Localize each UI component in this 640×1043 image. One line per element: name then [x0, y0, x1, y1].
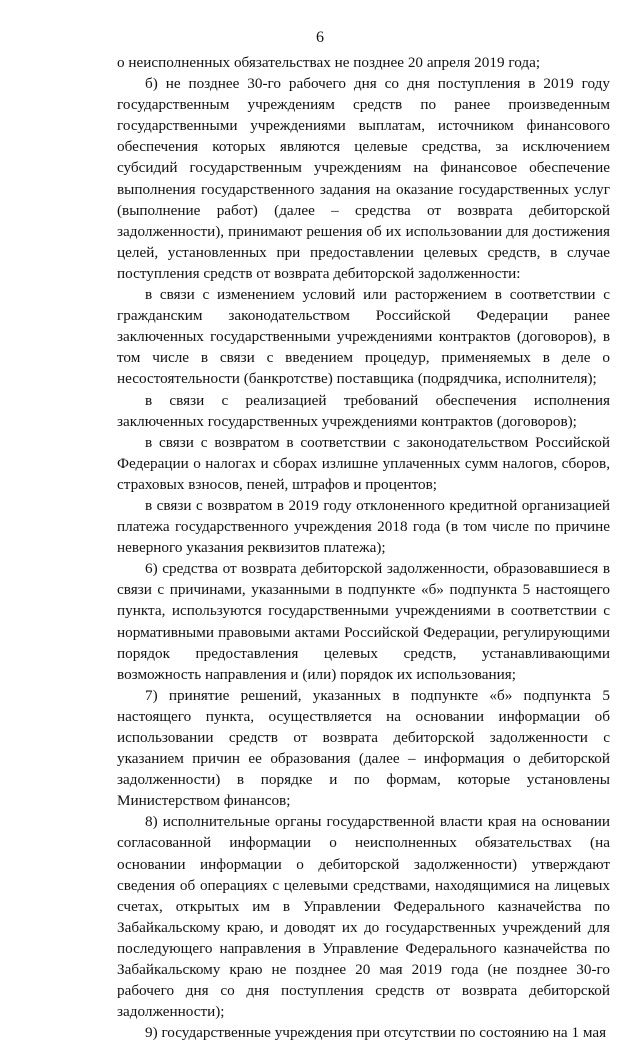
- paragraph-reason-rejected-payment: в связи с возвратом в 2019 году отклоненного кредитной организацией платежа государственного учреждения 2018 года (в том числе по причине неверного указания реквизитов платежа);: [117, 496, 610, 557]
- paragraph-item-8: 8) исполнительные органы государственной власти края на основании согласованной информации о неисполненных обязательствах (на основании информации о дебиторской задолженности) утверждают сведения об операциях с целевыми средствами, находящимися на лицевых счетах, открытых им в Управлении Федерального казначейства по Забайкальскому краю, и доводят их до государственных учреждений для последующего направления в Управление Федерального казначейства по Забайкальскому краю не позднее 20 мая 2019 года (не позднее 30-го рабочего дня со дня поступления средств от возврата дебиторской задолженности);: [117, 813, 610, 1021]
- paragraph-reason-contract-security: в связи с реализацией требований обеспечения исполнения заключенных государственных учреждениями контрактов (договоров);: [117, 391, 610, 430]
- paragraph-subitem-b: б) не позднее 30-го рабочего дня со дня поступления в 2019 году государственным учреждениям средств по ранее произведенным государственными учреждениями выплатам, источником финансового обеспечения которых являются целевые средства, за исключением субсидий государственным учреждениям на финансовое обеспечение выполнения государственного задания на оказание государственных услуг (выполнение работ) (далее – средства от возврата дебиторской задолженности), принимают решения об их использовании для достижения целей, установленных при предоставлении целевых средств, в случае поступления средств от возврата дебиторской задолженности:: [117, 75, 610, 282]
- paragraph-item-6: 6) средства от возврата дебиторской задолженности, образовавшиеся в связи с причинами, указанными в подпункте «б» подпункта 5 настоящего пункта, используются государственными учреждениями в соответствии с нормативными правовыми актами Российской Федерации, регулирующими порядок предоставления целевых средств, устанавливающими возможность направления и (или) порядок их использования;: [117, 560, 610, 683]
- paragraph-reason-tax-refund: в связи с возвратом в соответствии с законодательством Российской Федерации о налогах и сборах излишне уплаченных сумм налогов, сборов, страховых взносов, пеней, штрафов и процентов;: [117, 433, 610, 493]
- document-body: [117, 52, 610, 1043]
- paragraph-item-9: 9) государственные учреждения при отсутствии по состоянию на 1 мая: [145, 1024, 607, 1042]
- page-number: 6: [316, 29, 324, 46]
- paragraph-reason-contract-change: в связи с изменением условий или расторжением в соответствии с гражданским законодательством Российской Федерации ранее заключенных государственными учреждениями контрактов (договоров), в том числе в связи с введением процедур, применяемых в деле о несостоятельности (банкротстве) поставщика (подрядчика, исполнителя);: [117, 286, 610, 388]
- paragraph-continuation: о неисполненных обязательствах не позднее 20 апреля 2019 года;: [117, 54, 541, 71]
- paragraph-item-7: 7) принятие решений, указанных в подпункте «б» подпункта 5 настоящего пункта, осуществляется на основании информации об использовании средств от возврата дебиторской задолженности с указанием причин ее образования (далее – информация о дебиторской задолженности) в порядке и по формам, которые установлены Министерством финансов;: [117, 686, 610, 810]
